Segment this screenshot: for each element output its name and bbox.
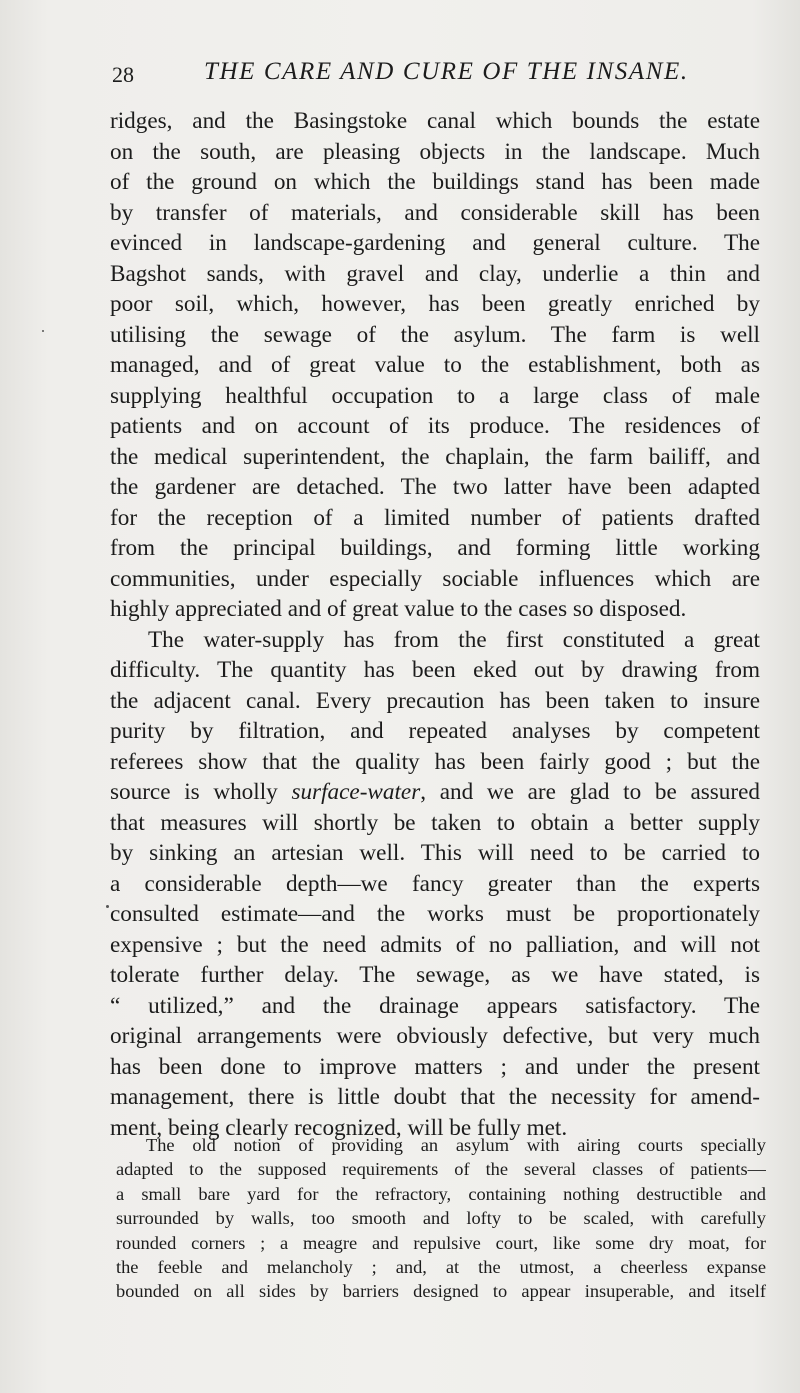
text-line: by transfer of materials, and considerable skill has been	[110, 199, 760, 226]
text-line: referees show that the quality has been fairly good ; but the	[110, 748, 760, 775]
body-text	[110, 106, 760, 1143]
text-line: by sinking an artesian well. This will need to be carried to	[110, 840, 760, 866]
text-line: a small bare yard for the refractory, containing nothing destructible and	[116, 1183, 766, 1204]
text-line: bounded on all sides by barriers designed to appear insuperable, and itself	[116, 1281, 766, 1302]
ink-speck	[42, 330, 44, 332]
text-line: surrounded by walls, too smooth and lofty to be scaled, with carefully	[116, 1208, 766, 1229]
text-line: patients and on account of its produce. The residences of	[110, 413, 760, 439]
running-title: THE CARE AND CURE OF THE INSANE.	[204, 58, 689, 85]
text-segment: source is wholly	[110, 779, 292, 805]
text-line: has been done to improve matters ; and under the present	[110, 1053, 760, 1080]
text-segment: , and we are glad to be assured	[420, 779, 760, 805]
ink-speck	[106, 905, 109, 908]
small-print-passage	[116, 1133, 766, 1304]
text-line: difficulty. The quantity has been eked out by drawing from	[110, 657, 760, 683]
text-line: utilising the sewage of the asylum. The farm is well	[110, 321, 760, 348]
text-line: consulted estimate—and the works must be proportionately	[110, 901, 760, 927]
page-number: 28	[112, 62, 134, 87]
text-line: of the ground on which the buildings stand has been made	[110, 169, 760, 195]
text-line: tolerate further delay. The sewage, as we have stated, is	[110, 962, 760, 988]
text-line: adapted to the supposed requirements of the several classes of patients—	[116, 1159, 766, 1180]
text-line: purity by filtration, and repeated analyses by competent	[110, 718, 760, 744]
text-line: expensive ; but the need admits of no palliation, and will not	[110, 931, 760, 958]
text-line: the gardener are detached. The two latter have been adapted	[110, 474, 760, 500]
text-line: ridges, and the Basingstoke canal which bounds the estate	[110, 108, 760, 134]
text-line: a considerable depth—we fancy greater than the experts	[110, 870, 760, 897]
text-line: for the reception of a limited number of patients drafted	[110, 504, 760, 531]
paragraph-start-line: The water-supply has from the first constituted a great	[148, 626, 760, 653]
text-line: the medical superintendent, the chaplain, the farm bailiff, and	[110, 443, 760, 470]
paragraph-start-line: The old notion of providing an asylum with airing courts specially	[146, 1135, 766, 1155]
text-line: Bagshot sands, with gravel and clay, underlie a thin and	[110, 260, 760, 287]
text-line: poor soil, which, however, has been greatly enriched by	[110, 291, 760, 317]
italic-term: surface-water	[291, 779, 421, 805]
text-line-with-italic	[110, 777, 760, 808]
text-line: rounded corners ; a meagre and repulsive court, like some dry moat, for	[116, 1232, 766, 1253]
text-line: communities, under especially sociable influences which are	[110, 565, 760, 592]
text-line: from the principal buildings, and forming little working	[110, 535, 760, 561]
text-line: highly appreciated and of great value to the cases so disposed.	[110, 596, 687, 622]
text-line: managed, and of great value to the establishment, both as	[110, 352, 760, 378]
text-line: supplying healthful occupation to a large class of male	[110, 382, 760, 409]
text-line: evinced in landscape-gardening and general culture. The	[110, 230, 760, 256]
text-line: ment, being clearly recognized, will be fully met.	[110, 1114, 568, 1141]
text-line: original arrangements were obviously defective, but very much	[110, 1023, 760, 1049]
text-line: “ utilized,” and the drainage appears satisfactory. The	[110, 992, 760, 1019]
text-line: management, there is little doubt that the necessity for amend-	[110, 1084, 760, 1110]
text-line: that measures will shortly be taken to obtain a better supply	[110, 809, 760, 836]
text-line: the feeble and melancholy ; and, at the utmost, a cheerless expanse	[116, 1256, 766, 1277]
text-line: on the south, are pleasing objects in the landscape. Much	[110, 138, 760, 165]
page-header	[112, 58, 762, 92]
text-line: the adjacent canal. Every precaution has been taken to insure	[110, 687, 760, 714]
